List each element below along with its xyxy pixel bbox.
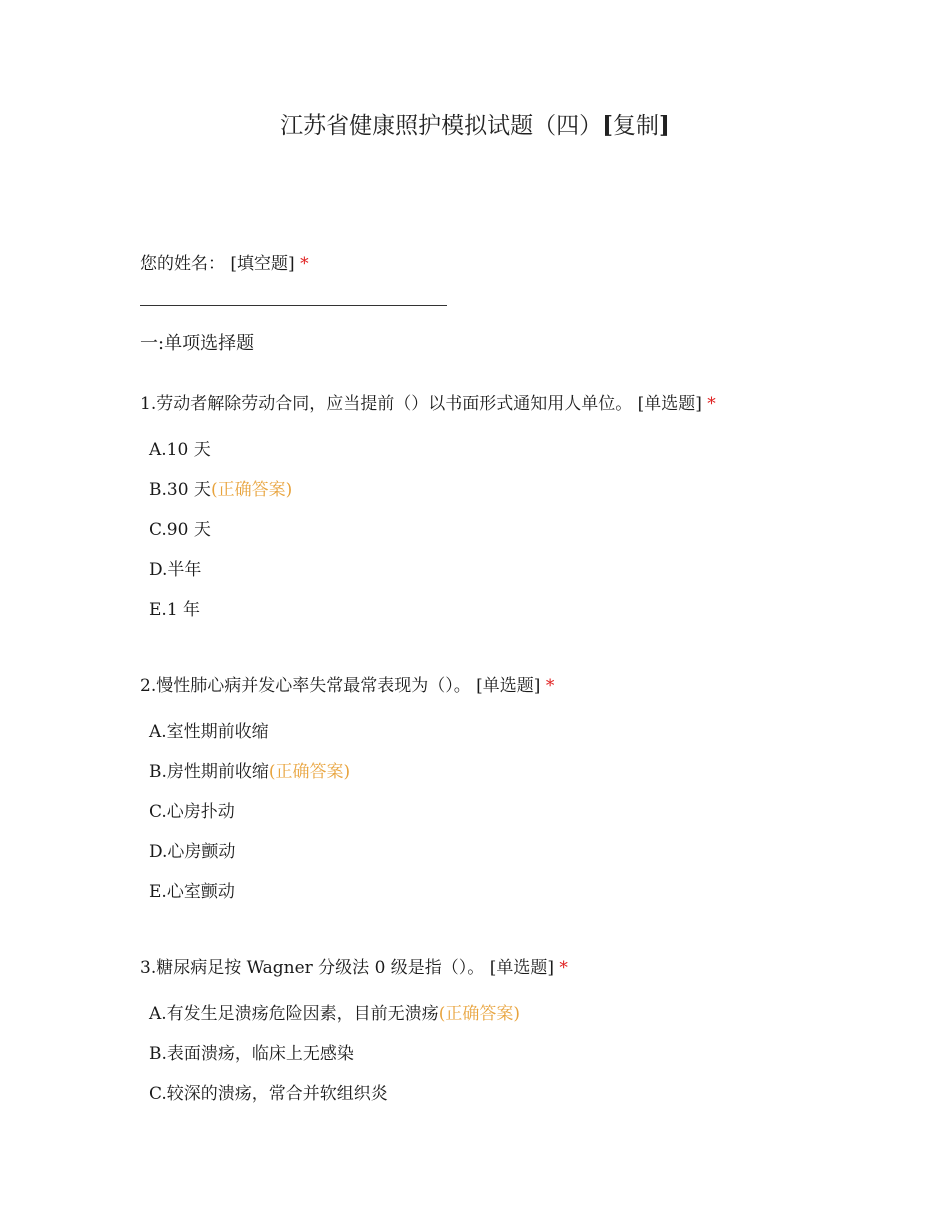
name-input-line[interactable] [140,305,447,306]
name-question-label: 您的姓名： [140,254,225,274]
option-label: B.30 天 [149,480,211,500]
copy-bracket-open: [ [602,112,613,139]
question-2 [140,672,900,918]
option-label: B.房性期前收缩 [149,762,269,782]
required-mark: * [559,958,568,978]
question-text [140,390,900,418]
required-mark: * [707,394,716,414]
option-label: A.10 天 [149,440,211,460]
option-label: E.1 年 [149,600,201,620]
section-title: 一:单项选择题 [140,333,255,354]
option-label: C.较深的溃疡，常合并软组织炎 [149,1084,388,1104]
option-d[interactable] [149,556,900,596]
option-label: D.心房颤动 [149,842,236,862]
question-text [140,954,900,982]
name-question-type-tag: [填空题] [230,254,295,274]
question-1 [140,390,900,636]
copy-label: 复制 [613,113,659,139]
option-a[interactable] [149,718,900,758]
option-e[interactable] [149,596,900,636]
option-c[interactable] [149,516,900,556]
option-list [149,436,900,636]
option-b[interactable] [149,758,900,798]
option-d[interactable] [149,838,900,878]
required-mark: * [300,254,309,274]
option-label: E.心室颤动 [149,882,235,902]
option-a[interactable] [149,436,900,476]
required-mark: * [545,676,555,696]
question-3 [140,954,900,1120]
option-label: B.表面溃疡，临床上无感染 [149,1044,354,1064]
question-1-text: 1.劳动者解除劳动合同，应当提前（）以书面形式通知用人单位。 [140,394,633,414]
option-a[interactable] [149,1000,900,1040]
option-list [149,718,900,918]
question-type-tag: [单选题] [637,394,702,414]
correct-answer-mark: (正确答案) [268,762,351,782]
question-3-text: 3.糖尿病足按 Wagner 分级法 0 级是指（）。 [140,958,485,978]
option-b[interactable] [149,476,900,516]
option-label: A.有发生足溃疡危险因素，目前无溃疡 [149,1004,439,1024]
copy-bracket-close: ] [659,112,670,139]
option-label: C.90 天 [149,520,211,540]
option-e[interactable] [149,878,900,918]
question-2-text: 2.慢性肺心病并发心率失常最常表现为（）。 [140,676,471,696]
question-text [140,672,900,700]
option-c[interactable] [149,798,900,838]
option-label: C.心房扑动 [149,802,235,822]
option-label: D.半年 [149,560,202,580]
option-label: A.室性期前收缩 [149,722,269,742]
survey-title-main: 江苏省健康照护模拟试题（四） [280,113,603,139]
correct-answer-mark: (正确答案) [210,480,293,500]
correct-answer-mark: (正确答案) [438,1004,520,1024]
option-c[interactable] [149,1080,900,1120]
option-b[interactable] [149,1040,900,1080]
question-type-tag: [单选题] [476,676,541,696]
name-question [140,250,309,278]
option-list [149,1000,900,1120]
question-type-tag: [单选题] [489,958,554,978]
survey-title [0,108,950,144]
